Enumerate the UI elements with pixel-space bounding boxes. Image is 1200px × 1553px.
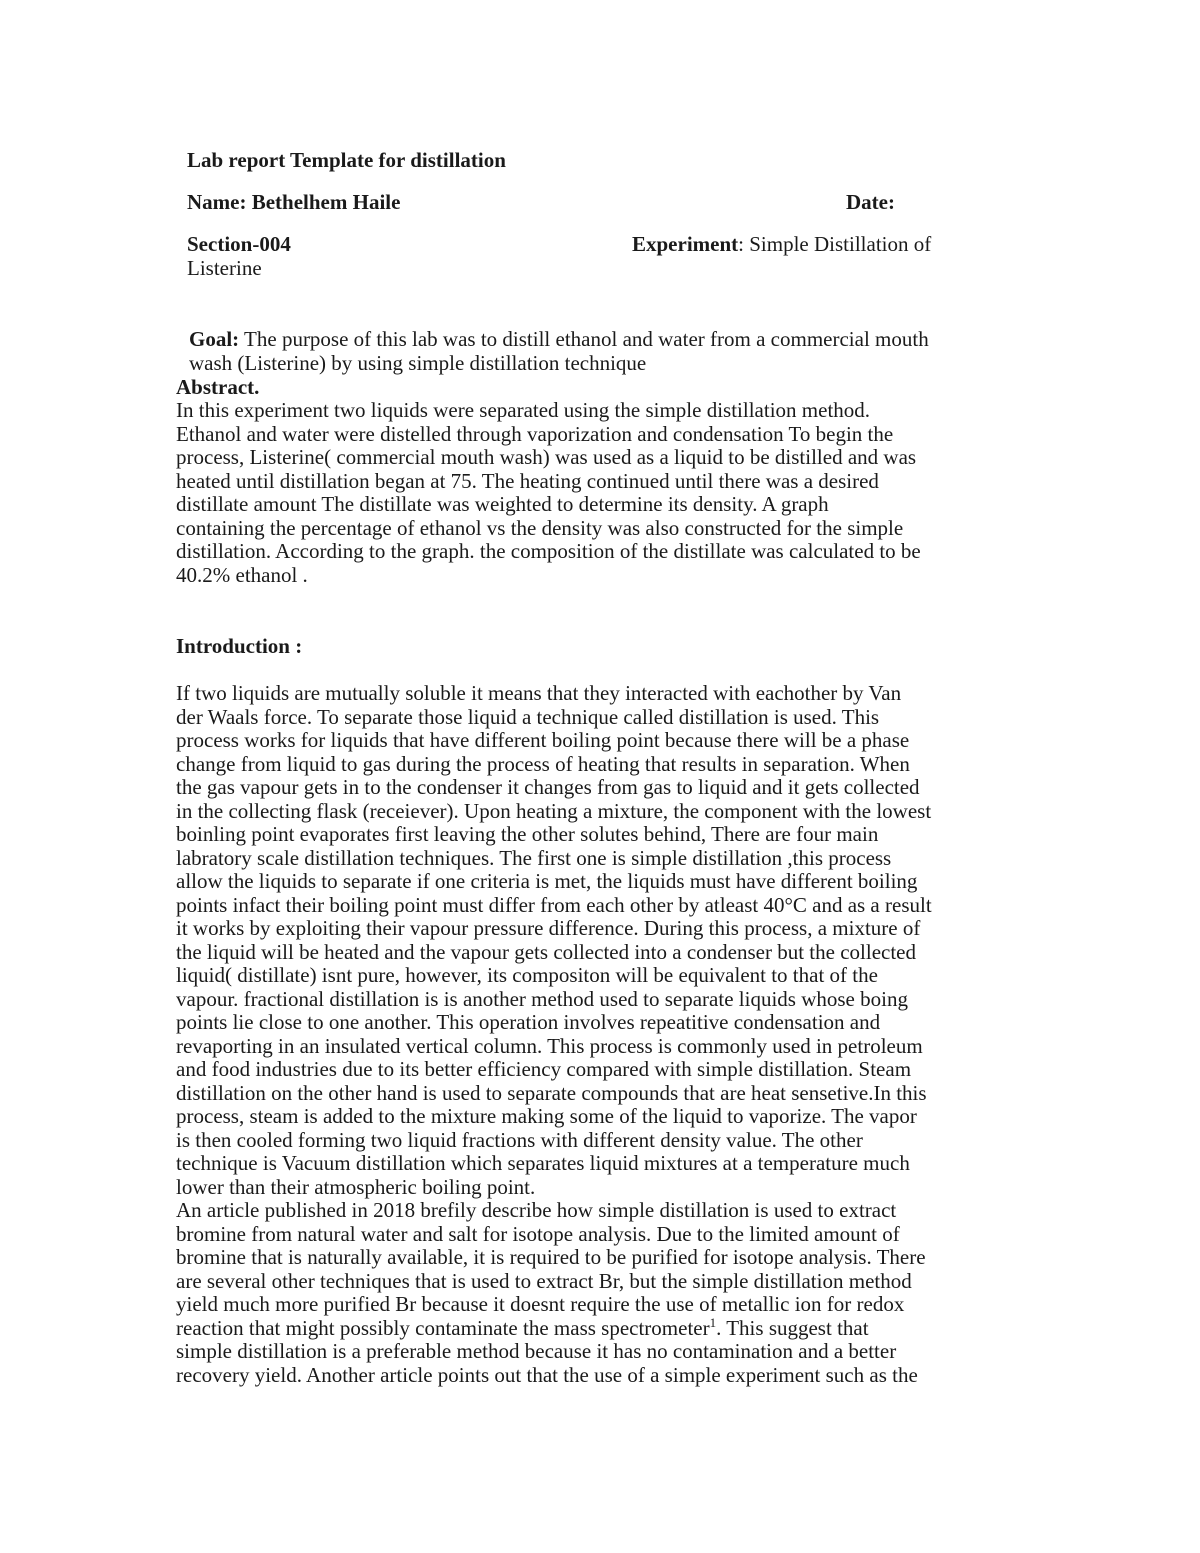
intro-line: bromine from natural water and salt for isotope analysis. Due to the limited amount of [176,1221,900,1246]
intro-line: lower than their atmospheric boiling point. [176,1174,536,1199]
date-label: Date: [846,190,895,214]
abstract-line: In this experiment two liquids were separated using the simple distillation method. [176,398,871,422]
goal-text-1: The purpose of this lab was to distill ethanol and water from a commercial mouth [239,327,929,351]
abstract-line: containing the percentage of ethanol vs the density was also constructed for the simple [176,515,904,540]
introduction-heading: Introduction : [176,634,303,658]
intro-line: points lie close to one another. This operation involves repeatitive condensation and [176,1010,881,1034]
intro-line: is then cooled forming two liquid fractions with different density value. The other [176,1127,863,1152]
intro-line: vapour. fractional distillation is is another method used to separate liquids whose boing [176,986,908,1011]
goal-line-2: wash (Listerine) by using simple distillation technique [189,351,647,375]
intro-text: reaction that might possibly contaminate the mass spectrometer [176,1315,710,1340]
intro-text: . This suggest that [716,1315,869,1340]
intro-line: process works for liquids that have different boiling point because there will be a phase [176,728,910,752]
intro-line: points infact their boiling point must differ from each other by atleast 40°C and as a result [176,892,932,917]
experiment-line [632,232,931,256]
intro-line: simple distillation is a preferable method because it has no contamination and a better [176,1339,897,1363]
intro-line: the liquid will be heated and the vapour gets collected into a condenser but the collected [176,939,916,964]
abstract-line: Ethanol and water were distelled through vaporization and condensation To begin the [176,421,894,446]
intro-line: technique is Vacuum distillation which separates liquid mixtures at a temperature much [176,1151,910,1175]
intro-line: are several other techniques that is used to extract Br, but the simple distillation method [176,1268,912,1293]
experiment-value-continued: Listerine [187,256,262,280]
experiment-value: : Simple Distillation of [738,232,932,256]
introduction-body [176,682,1036,1387]
abstract-heading: Abstract. [176,375,260,399]
intro-line: bromine that is naturally available, it is required to be purified for isotope analysis. There [176,1245,926,1269]
intro-line: recovery yield. Another article points out that the use of a simple experiment such as the [176,1362,918,1387]
intro-line: der Waals force. To separate those liquid a technique called distillation is used. This [176,704,880,729]
section-number: Section-004 [187,232,291,256]
report-title: Lab report Template for distillation [187,148,506,172]
intro-line: boinling point evaporates first leaving the other solutes behind, There are four main [176,822,879,846]
goal-label: Goal: [189,327,240,351]
intro-line: it works by exploiting their vapour pressure difference. During this process, a mixture of [176,916,921,940]
intro-line: If two liquids are mutually soluble it means that they interacted with eachother by Van [176,681,902,705]
abstract-line: distillation. According to the graph. the composition of the distillate was calculated to be [176,539,921,563]
intro-line: distillation on the other hand is used to separate compounds that are heat sensetive.In this [176,1080,927,1105]
intro-line: yield much more purified Br because it doesnt require the use of metallic ion for redox [176,1292,905,1316]
intro-line: the gas vapour gets in to the condenser it changes from gas to liquid and it gets collected [176,775,920,799]
intro-line: in the collecting flask (receiever). Upon heating a mixture, the component with the lowest [176,798,932,823]
intro-line: process, steam is added to the mixture making some of the liquid to vaporize. The vapor [176,1104,917,1128]
intro-line: change from liquid to gas during the process of heating that results in separation. When [176,751,910,776]
abstract-line: heated until distillation began at 75. The heating continued until there was a desired [176,468,879,493]
abstract-body [176,399,1036,587]
student-name: Name: Bethelhem Haile [187,190,401,214]
abstract-line: process, Listerine( commercial mouth wash) was used as a liquid to be distilled and was [176,445,917,469]
intro-line: liquid( distillate) isnt pure, however, its compositon will be equivalent to that of the [176,963,878,987]
intro-line: allow the liquids to separate if one criteria is met, the liquids must have different boiling [176,869,918,893]
abstract-line: distillate amount The distillate was weighted to determine its density. A graph [176,492,829,516]
intro-line-spectrometer [176,1314,1036,1341]
intro-line: and food industries due to its better efficiency compared with simple distillation. Steam [176,1057,912,1081]
experiment-label: Experiment [632,232,739,256]
intro-line: labratory scale distillation techniques. The first one is simple distillation ,this process [176,845,892,870]
intro-line: revaporting in an insulated vertical column. This process is commonly used in petroleum [176,1033,923,1058]
abstract-line: 40.2% ethanol . [176,562,308,587]
goal-line-1 [189,327,929,351]
footnote-marker: 1 [709,1314,717,1330]
intro-line: An article published in 2018 brefily describe how simple distillation is used to extract [176,1198,897,1222]
